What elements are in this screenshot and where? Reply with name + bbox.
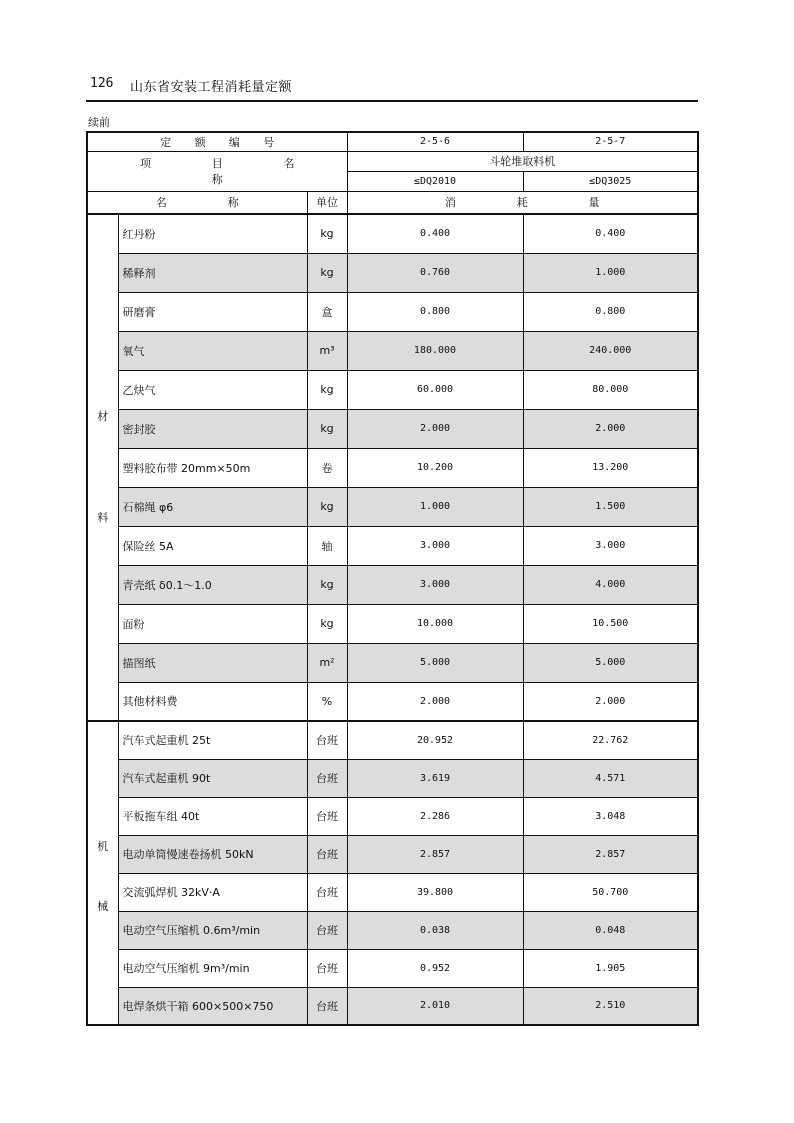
column-name-header: 名 称 <box>87 191 307 214</box>
value-1: 0.400 <box>347 214 523 253</box>
value-1: 10.000 <box>347 604 523 643</box>
item-name: 汽车式起重机 90t <box>118 759 307 797</box>
item-name: 电焊条烘干箱 600×500×750 <box>118 987 307 1025</box>
table-row <box>87 448 698 487</box>
value-2: 2.510 <box>523 987 698 1025</box>
column-unit-header: 单位 <box>307 191 347 214</box>
table-row <box>87 409 698 448</box>
materials-category <box>87 214 118 721</box>
value-2: 2.857 <box>523 835 698 873</box>
item-name: 交流弧焊机 32kV·A <box>118 873 307 911</box>
item-name: 平板拖车组 40t <box>118 797 307 835</box>
item-unit: 台班 <box>307 949 347 987</box>
value-1: 5.000 <box>347 643 523 682</box>
item-name: 保险丝 5A <box>118 526 307 565</box>
continued-label: 续前 <box>88 116 110 129</box>
value-1: 0.952 <box>347 949 523 987</box>
table-row <box>87 370 698 409</box>
item-unit: kg <box>307 214 347 253</box>
value-1: 0.038 <box>347 911 523 949</box>
item-unit: % <box>307 682 347 721</box>
item-name-label: 项 目 名 称 <box>87 151 347 191</box>
value-2: 2.000 <box>523 409 698 448</box>
item-name: 稀释剂 <box>118 253 307 292</box>
quota-code-label: 定 额 编 号 <box>87 132 347 151</box>
table-row <box>87 835 698 873</box>
value-1: 2.857 <box>347 835 523 873</box>
value-2: 1.905 <box>523 949 698 987</box>
value-2: 0.400 <box>523 214 698 253</box>
item-name: 电动空气压缩机 0.6m³/min <box>118 911 307 949</box>
item-name: 氧气 <box>118 331 307 370</box>
value-2: 240.000 <box>523 331 698 370</box>
equipment-type: 斗轮堆取料机 <box>347 151 698 171</box>
value-2: 50.700 <box>523 873 698 911</box>
value-2: 80.000 <box>523 370 698 409</box>
item-unit: kg <box>307 253 347 292</box>
value-2: 1.000 <box>523 253 698 292</box>
book-title: 山东省安装工程消耗量定额 <box>130 80 293 95</box>
spec-1: ≤DQ2010 <box>347 171 523 191</box>
value-1: 39.800 <box>347 873 523 911</box>
table-row <box>87 759 698 797</box>
item-unit: 盒 <box>307 292 347 331</box>
table-row <box>87 331 698 370</box>
quota-table <box>86 131 699 1026</box>
value-2: 10.500 <box>523 604 698 643</box>
quota-code-2: 2-5-7 <box>523 132 698 151</box>
value-2: 1.500 <box>523 487 698 526</box>
value-1: 3.619 <box>347 759 523 797</box>
table-row <box>87 682 698 721</box>
value-2: 13.200 <box>523 448 698 487</box>
value-1: 2.000 <box>347 409 523 448</box>
item-name: 石棉绳 φ6 <box>118 487 307 526</box>
item-unit: 卷 <box>307 448 347 487</box>
table-row <box>87 911 698 949</box>
value-2: 22.762 <box>523 721 698 759</box>
materials-category-char: 材 <box>97 409 109 423</box>
value-2: 4.000 <box>523 565 698 604</box>
item-unit: 台班 <box>307 911 347 949</box>
item-name: 乙炔气 <box>118 370 307 409</box>
value-1: 0.760 <box>347 253 523 292</box>
table-row <box>87 487 698 526</box>
item-unit: kg <box>307 409 347 448</box>
value-2: 0.800 <box>523 292 698 331</box>
table-row <box>87 565 698 604</box>
page-header <box>86 74 698 102</box>
item-unit: 台班 <box>307 721 347 759</box>
value-2: 3.048 <box>523 797 698 835</box>
item-unit: m² <box>307 643 347 682</box>
page-number: 126 <box>90 76 114 91</box>
item-unit: kg <box>307 487 347 526</box>
item-name: 电动单筒慢速卷扬机 50kN <box>118 835 307 873</box>
value-1: 10.200 <box>347 448 523 487</box>
value-1: 20.952 <box>347 721 523 759</box>
table-row <box>87 797 698 835</box>
machinery-category <box>87 721 118 1025</box>
item-name: 红丹粉 <box>118 214 307 253</box>
value-2: 3.000 <box>523 526 698 565</box>
item-unit: kg <box>307 565 347 604</box>
table-row <box>87 214 698 253</box>
machinery-category-char: 机 <box>97 839 109 853</box>
item-name: 汽车式起重机 25t <box>118 721 307 759</box>
value-1: 3.000 <box>347 526 523 565</box>
spec-2: ≤DQ3025 <box>523 171 698 191</box>
table-row <box>87 949 698 987</box>
table-row <box>87 253 698 292</box>
column-consumption-header: 消 耗 量 <box>347 191 698 214</box>
table-row <box>87 643 698 682</box>
table-row <box>87 987 698 1025</box>
table-row <box>87 526 698 565</box>
item-name: 密封胶 <box>118 409 307 448</box>
machinery-category-char: 械 <box>97 900 109 914</box>
item-unit: 轴 <box>307 526 347 565</box>
materials-category-char: 料 <box>97 511 109 525</box>
table-row <box>87 604 698 643</box>
value-1: 3.000 <box>347 565 523 604</box>
value-1: 2.286 <box>347 797 523 835</box>
quota-code-1: 2-5-6 <box>347 132 523 151</box>
value-2: 4.571 <box>523 759 698 797</box>
item-unit: 台班 <box>307 759 347 797</box>
item-unit: 台班 <box>307 797 347 835</box>
table-row <box>87 873 698 911</box>
item-name: 研磨膏 <box>118 292 307 331</box>
value-1: 180.000 <box>347 331 523 370</box>
value-1: 2.010 <box>347 987 523 1025</box>
item-name: 面粉 <box>118 604 307 643</box>
value-1: 60.000 <box>347 370 523 409</box>
item-unit: 台班 <box>307 873 347 911</box>
item-unit: kg <box>307 604 347 643</box>
item-name: 电动空气压缩机 9m³/min <box>118 949 307 987</box>
value-1: 0.800 <box>347 292 523 331</box>
value-2: 5.000 <box>523 643 698 682</box>
item-name: 青壳纸 δ0.1～1.0 <box>118 565 307 604</box>
item-name: 描图纸 <box>118 643 307 682</box>
value-1: 2.000 <box>347 682 523 721</box>
table-row <box>87 721 698 759</box>
value-2: 2.000 <box>523 682 698 721</box>
item-unit: 台班 <box>307 987 347 1025</box>
item-name: 塑料胶布带 20mm×50m <box>118 448 307 487</box>
item-unit: 台班 <box>307 835 347 873</box>
item-unit: kg <box>307 370 347 409</box>
table-row <box>87 292 698 331</box>
value-2: 0.048 <box>523 911 698 949</box>
item-unit: m³ <box>307 331 347 370</box>
value-1: 1.000 <box>347 487 523 526</box>
item-name: 其他材料费 <box>118 682 307 721</box>
